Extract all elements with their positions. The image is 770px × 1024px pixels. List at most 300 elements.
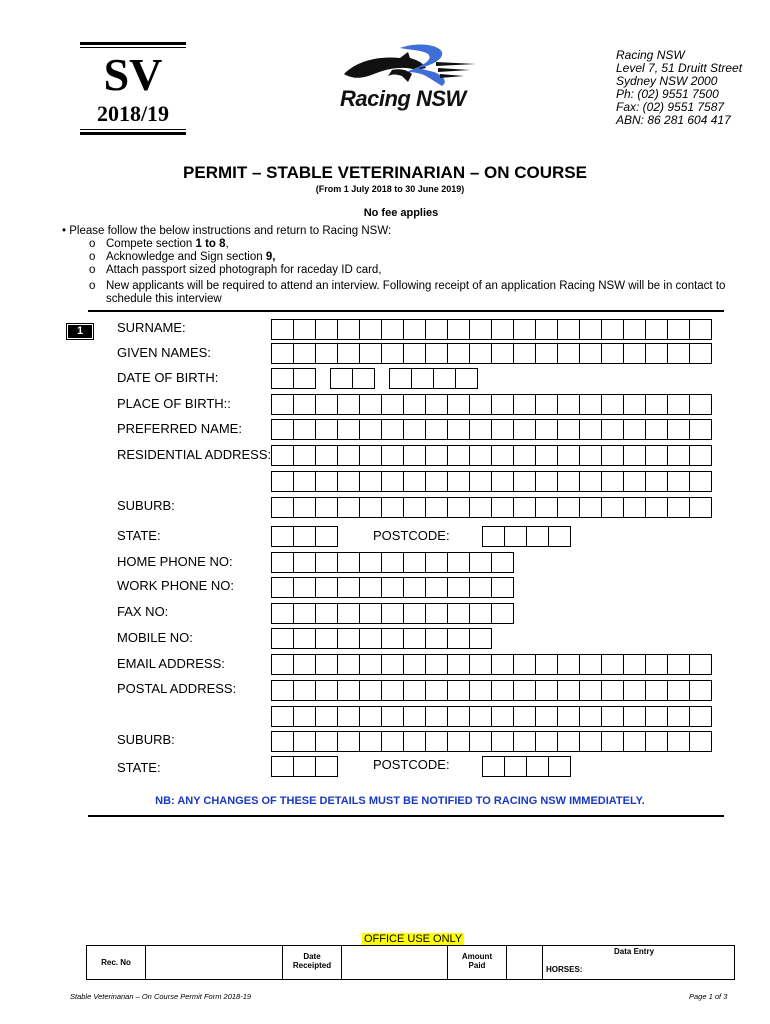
character-box[interactable] [447,628,470,649]
character-box[interactable] [491,419,514,440]
character-box[interactable] [689,419,712,440]
character-box[interactable] [469,680,492,701]
character-box[interactable] [315,680,338,701]
character-box[interactable] [315,552,338,573]
character-box[interactable] [315,343,338,364]
character-box[interactable] [491,445,514,466]
character-box[interactable] [469,343,492,364]
character-box[interactable] [359,628,382,649]
character-box[interactable] [601,497,624,518]
state-boxes[interactable] [271,526,337,547]
character-box[interactable] [469,654,492,675]
character-box[interactable] [645,680,668,701]
given-names-boxes[interactable] [271,343,711,364]
character-box[interactable] [381,552,404,573]
character-box[interactable] [526,526,549,547]
character-box[interactable] [315,419,338,440]
character-box[interactable] [579,706,602,727]
character-box[interactable] [337,552,360,573]
character-box[interactable] [403,603,426,624]
character-box[interactable] [689,731,712,752]
character-box[interactable] [579,445,602,466]
character-box[interactable] [689,497,712,518]
character-box[interactable] [623,319,646,340]
character-box[interactable] [425,552,448,573]
character-box[interactable] [557,394,580,415]
character-box[interactable] [513,394,536,415]
character-box[interactable] [513,471,536,492]
character-box[interactable] [425,603,448,624]
character-box[interactable] [447,603,470,624]
character-box[interactable] [271,731,294,752]
character-box[interactable] [389,368,412,389]
character-box[interactable] [482,526,505,547]
character-box[interactable] [359,319,382,340]
postcode-boxes[interactable] [482,756,570,777]
character-box[interactable] [315,577,338,598]
email-boxes[interactable] [271,654,711,675]
character-box[interactable] [689,343,712,364]
character-box[interactable] [359,497,382,518]
character-box[interactable] [579,394,602,415]
character-box[interactable] [425,706,448,727]
character-box[interactable] [359,731,382,752]
character-box[interactable] [548,756,571,777]
character-box[interactable] [689,319,712,340]
character-box[interactable] [403,394,426,415]
character-box[interactable] [526,756,549,777]
character-box[interactable] [601,680,624,701]
character-box[interactable] [315,706,338,727]
character-box[interactable] [579,419,602,440]
character-box[interactable] [381,680,404,701]
character-box[interactable] [557,706,580,727]
character-box[interactable] [315,756,338,777]
dob-year-boxes[interactable] [389,368,477,389]
character-box[interactable] [337,394,360,415]
character-box[interactable] [645,419,668,440]
character-box[interactable] [601,731,624,752]
surname-boxes[interactable] [271,319,711,340]
character-box[interactable] [337,319,360,340]
character-box[interactable] [623,419,646,440]
character-box[interactable] [601,319,624,340]
character-box[interactable] [271,577,294,598]
character-box[interactable] [403,680,426,701]
character-box[interactable] [579,471,602,492]
character-box[interactable] [425,319,448,340]
character-box[interactable] [535,706,558,727]
character-box[interactable] [491,552,514,573]
character-box[interactable] [469,628,492,649]
character-box[interactable] [271,497,294,518]
character-box[interactable] [579,497,602,518]
character-box[interactable] [330,368,353,389]
home-phone-boxes[interactable] [271,552,513,573]
character-box[interactable] [425,394,448,415]
character-box[interactable] [337,343,360,364]
character-box[interactable] [403,497,426,518]
character-box[interactable] [469,603,492,624]
character-box[interactable] [667,654,690,675]
character-box[interactable] [557,319,580,340]
character-box[interactable] [645,394,668,415]
character-box[interactable] [425,654,448,675]
character-box[interactable] [667,497,690,518]
character-box[interactable] [271,654,294,675]
character-box[interactable] [337,680,360,701]
character-box[interactable] [579,731,602,752]
character-box[interactable] [359,445,382,466]
character-box[interactable] [513,706,536,727]
character-box[interactable] [469,319,492,340]
character-box[interactable] [491,603,514,624]
character-box[interactable] [381,577,404,598]
character-box[interactable] [513,497,536,518]
character-box[interactable] [623,445,646,466]
character-box[interactable] [315,319,338,340]
character-box[interactable] [293,628,316,649]
character-box[interactable] [447,471,470,492]
character-box[interactable] [271,368,294,389]
character-box[interactable] [645,343,668,364]
character-box[interactable] [469,394,492,415]
character-box[interactable] [513,654,536,675]
character-box[interactable] [381,471,404,492]
character-box[interactable] [293,680,316,701]
character-box[interactable] [359,471,382,492]
character-box[interactable] [359,552,382,573]
character-box[interactable] [425,680,448,701]
character-box[interactable] [425,731,448,752]
character-box[interactable] [381,497,404,518]
character-box[interactable] [293,654,316,675]
character-box[interactable] [403,654,426,675]
character-box[interactable] [469,419,492,440]
character-box[interactable] [315,394,338,415]
character-box[interactable] [403,471,426,492]
character-box[interactable] [271,680,294,701]
character-box[interactable] [513,445,536,466]
character-box[interactable] [315,497,338,518]
character-box[interactable] [403,577,426,598]
character-box[interactable] [271,319,294,340]
character-box[interactable] [645,497,668,518]
mobile-boxes[interactable] [271,628,491,649]
character-box[interactable] [535,680,558,701]
character-box[interactable] [293,319,316,340]
character-box[interactable] [425,471,448,492]
postal-address-boxes-2[interactable] [271,706,711,727]
character-box[interactable] [359,343,382,364]
character-box[interactable] [293,552,316,573]
character-box[interactable] [293,471,316,492]
character-box[interactable] [645,731,668,752]
character-box[interactable] [491,731,514,752]
character-box[interactable] [447,445,470,466]
character-box[interactable] [535,731,558,752]
suburb-boxes[interactable] [271,731,711,752]
character-box[interactable] [315,603,338,624]
character-box[interactable] [689,471,712,492]
character-box[interactable] [645,445,668,466]
character-box[interactable] [433,368,456,389]
character-box[interactable] [557,654,580,675]
character-box[interactable] [447,319,470,340]
character-box[interactable] [315,445,338,466]
character-box[interactable] [667,319,690,340]
character-box[interactable] [337,419,360,440]
character-box[interactable] [337,654,360,675]
character-box[interactable] [491,654,514,675]
character-box[interactable] [579,654,602,675]
character-box[interactable] [425,445,448,466]
character-box[interactable] [469,552,492,573]
character-box[interactable] [645,654,668,675]
suburb-boxes[interactable] [271,497,711,518]
rec-no-value-cell[interactable] [146,946,283,979]
character-box[interactable] [623,394,646,415]
character-box[interactable] [381,319,404,340]
character-box[interactable] [689,394,712,415]
character-box[interactable] [491,343,514,364]
character-box[interactable] [601,419,624,440]
residential-address-boxes-2[interactable] [271,471,711,492]
character-box[interactable] [359,419,382,440]
character-box[interactable] [491,471,514,492]
character-box[interactable] [337,497,360,518]
character-box[interactable] [447,552,470,573]
character-box[interactable] [469,471,492,492]
character-box[interactable] [293,526,316,547]
character-box[interactable] [271,628,294,649]
character-box[interactable] [623,343,646,364]
character-box[interactable] [535,497,558,518]
character-box[interactable] [469,731,492,752]
character-box[interactable] [381,394,404,415]
character-box[interactable] [491,577,514,598]
character-box[interactable] [535,445,558,466]
character-box[interactable] [667,343,690,364]
character-box[interactable] [548,526,571,547]
character-box[interactable] [667,731,690,752]
character-box[interactable] [447,680,470,701]
character-box[interactable] [447,654,470,675]
character-box[interactable] [623,731,646,752]
character-box[interactable] [689,680,712,701]
character-box[interactable] [579,343,602,364]
character-box[interactable] [359,654,382,675]
work-phone-boxes[interactable] [271,577,513,598]
character-box[interactable] [381,731,404,752]
character-box[interactable] [557,731,580,752]
character-box[interactable] [667,394,690,415]
character-box[interactable] [504,526,527,547]
character-box[interactable] [447,394,470,415]
character-box[interactable] [491,394,514,415]
character-box[interactable] [293,368,316,389]
character-box[interactable] [271,343,294,364]
character-box[interactable] [381,603,404,624]
character-box[interactable] [482,756,505,777]
character-box[interactable] [337,731,360,752]
character-box[interactable] [293,756,316,777]
character-box[interactable] [293,497,316,518]
character-box[interactable] [315,731,338,752]
postal-address-boxes[interactable] [271,680,711,701]
character-box[interactable] [535,319,558,340]
character-box[interactable] [447,706,470,727]
character-box[interactable] [425,343,448,364]
character-box[interactable] [535,394,558,415]
character-box[interactable] [645,706,668,727]
character-box[interactable] [403,419,426,440]
character-box[interactable] [381,419,404,440]
character-box[interactable] [579,680,602,701]
character-box[interactable] [601,471,624,492]
character-box[interactable] [359,577,382,598]
character-box[interactable] [535,419,558,440]
character-box[interactable] [447,577,470,598]
character-box[interactable] [315,526,338,547]
character-box[interactable] [601,343,624,364]
character-box[interactable] [513,319,536,340]
character-box[interactable] [293,445,316,466]
character-box[interactable] [469,497,492,518]
character-box[interactable] [513,419,536,440]
character-box[interactable] [447,731,470,752]
character-box[interactable] [689,654,712,675]
character-box[interactable] [293,394,316,415]
character-box[interactable] [557,419,580,440]
character-box[interactable] [403,319,426,340]
character-box[interactable] [403,731,426,752]
character-box[interactable] [425,419,448,440]
character-box[interactable] [623,680,646,701]
character-box[interactable] [447,497,470,518]
character-box[interactable] [689,706,712,727]
character-box[interactable] [271,445,294,466]
character-box[interactable] [469,706,492,727]
character-box[interactable] [403,343,426,364]
character-box[interactable] [557,343,580,364]
character-box[interactable] [271,394,294,415]
state-boxes[interactable] [271,756,337,777]
character-box[interactable] [469,445,492,466]
character-box[interactable] [381,445,404,466]
character-box[interactable] [271,603,294,624]
character-box[interactable] [491,319,514,340]
character-box[interactable] [491,706,514,727]
character-box[interactable] [513,343,536,364]
character-box[interactable] [425,497,448,518]
character-box[interactable] [601,445,624,466]
preferred-name-boxes[interactable] [271,419,711,440]
character-box[interactable] [381,706,404,727]
character-box[interactable] [293,603,316,624]
residential-address-boxes[interactable] [271,445,711,466]
character-box[interactable] [359,394,382,415]
character-box[interactable] [293,731,316,752]
character-box[interactable] [381,343,404,364]
character-box[interactable] [667,706,690,727]
character-box[interactable] [271,552,294,573]
character-box[interactable] [359,603,382,624]
character-box[interactable] [271,526,294,547]
character-box[interactable] [337,603,360,624]
character-box[interactable] [623,654,646,675]
dob-day-boxes[interactable] [271,368,315,389]
character-box[interactable] [535,343,558,364]
character-box[interactable] [293,419,316,440]
character-box[interactable] [315,628,338,649]
character-box[interactable] [403,706,426,727]
character-box[interactable] [352,368,375,389]
character-box[interactable] [447,343,470,364]
character-box[interactable] [337,706,360,727]
fax-boxes[interactable] [271,603,513,624]
character-box[interactable] [504,756,527,777]
character-box[interactable] [623,497,646,518]
character-box[interactable] [337,628,360,649]
character-box[interactable] [403,552,426,573]
character-box[interactable] [271,756,294,777]
character-box[interactable] [411,368,434,389]
character-box[interactable] [425,577,448,598]
character-box[interactable] [557,471,580,492]
character-box[interactable] [425,628,448,649]
character-box[interactable] [535,654,558,675]
character-box[interactable] [315,471,338,492]
character-box[interactable] [293,706,316,727]
character-box[interactable] [359,680,382,701]
character-box[interactable] [557,497,580,518]
character-box[interactable] [337,577,360,598]
character-box[interactable] [667,680,690,701]
date-receipted-value-cell[interactable] [342,946,448,979]
character-box[interactable] [293,343,316,364]
character-box[interactable] [447,419,470,440]
character-box[interactable] [667,445,690,466]
character-box[interactable] [271,706,294,727]
character-box[interactable] [557,445,580,466]
character-box[interactable] [337,471,360,492]
character-box[interactable] [689,445,712,466]
character-box[interactable] [337,445,360,466]
character-box[interactable] [535,471,558,492]
amount-paid-value-cell[interactable] [507,946,543,979]
character-box[interactable] [513,680,536,701]
character-box[interactable] [513,731,536,752]
character-box[interactable] [469,577,492,598]
character-box[interactable] [601,394,624,415]
postcode-boxes[interactable] [482,526,570,547]
character-box[interactable] [491,497,514,518]
character-box[interactable] [645,319,668,340]
character-box[interactable] [623,471,646,492]
character-box[interactable] [667,471,690,492]
character-box[interactable] [557,680,580,701]
character-box[interactable] [315,654,338,675]
character-box[interactable] [271,419,294,440]
character-box[interactable] [381,654,404,675]
place-of-birth-boxes[interactable] [271,394,711,415]
character-box[interactable] [601,654,624,675]
character-box[interactable] [579,319,602,340]
character-box[interactable] [601,706,624,727]
character-box[interactable] [403,628,426,649]
character-box[interactable] [667,419,690,440]
